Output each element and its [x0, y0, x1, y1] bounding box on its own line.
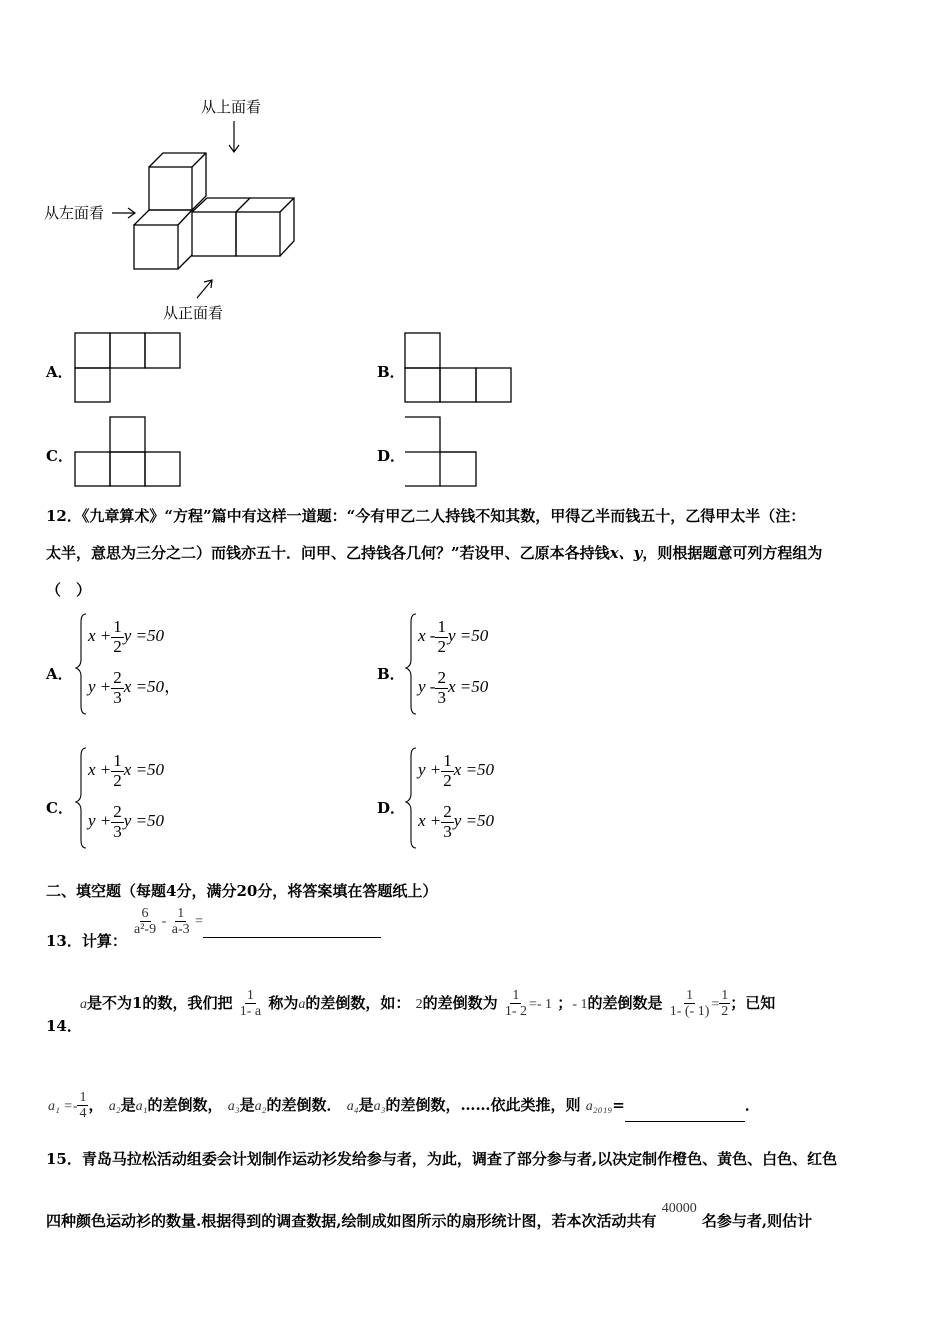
option-a-grid: [75, 333, 180, 402]
q12-d-eq2: x + $\frac{2}{3}$ y =50: [418, 802, 495, 841]
q13-answer-blank[interactable]: [203, 919, 381, 938]
q12-option-a-label: A．: [46, 665, 73, 683]
q12-option-c-label: C．: [46, 799, 73, 817]
q13-expression: $\frac{6}{\text{a²-9}}$ - $\frac{1}{a-3}$ =: [132, 906, 381, 938]
q11-option-b-label: B．: [377, 363, 405, 381]
q12-d-eq1: y + $\frac{1}{2}$ x =50: [418, 751, 495, 790]
mid-cube-front: [192, 212, 236, 256]
q12-a-eq1: x + $\frac{1}{2}$ y =50: [88, 617, 165, 656]
q12-option-d-label: D．: [377, 799, 406, 817]
right-cube-front: [236, 212, 280, 256]
top-cube-front: [149, 167, 192, 210]
q12-c-eq2: y + $\frac{2}{3}$ y =50: [88, 802, 165, 841]
q14-line2: a₁ =- $\frac{1}{4}$ ， a₂是a₁的差倒数， a₃是a₂的差倒数． a₄是a₃的差倒数，……依此类推，则 a₂₀₁₉= ．: [48, 1090, 760, 1122]
option-b-grid: [405, 333, 511, 402]
q15-participants: 40000: [661, 1201, 697, 1216]
label-from-left: 从左面看: [44, 204, 105, 222]
q15-line2: 四种颜色运动衫的数量.根据得到的调查数据,绘制成如图所示的扇形统计图，若本次活动共有 40000 名参与者,则估计: [46, 1201, 813, 1230]
label-from-front: 从正面看: [163, 304, 224, 322]
q12-option-b-label: B．: [377, 665, 405, 683]
section-2-heading: 二、填空题（每题4分，满分20分，将答案填在答题纸上）: [46, 882, 438, 900]
cube-figure: [134, 153, 294, 269]
q12-a-eq2: y + $\frac{2}{3}$ x =50，: [88, 668, 182, 707]
q11-option-a-label: A．: [46, 363, 73, 381]
q14-answer-blank[interactable]: [625, 1105, 745, 1122]
q11-option-d-label: D．: [377, 447, 406, 465]
q12-vars: x、y: [609, 544, 643, 562]
q12-b-eq2: y - $\frac{2}{3}$ x =50: [418, 668, 489, 707]
left-cube-front: [134, 225, 178, 269]
option-c-grid: [75, 417, 180, 486]
q12-line3: （ ）: [46, 581, 92, 599]
q13-label: 13．计算：: [46, 932, 127, 950]
q12-line2: 太半，意思为三分之二）而钱亦五十．问甲、乙持钱各几何？”若设甲、乙原本各持钱x、y，则根据题意可列方程组为: [46, 544, 823, 562]
q12-c-eq1: x + $\frac{1}{2}$ x =50: [88, 751, 165, 790]
arrow-front-icon: [197, 280, 212, 298]
q14-num: 14．: [46, 1017, 82, 1035]
q15-line1: 15．青岛马拉松活动组委会计划制作运动衫发给参与者，为此，调查了部分参与者,以决定制作橙色、黄色、白色、红色: [46, 1150, 838, 1168]
q14-line1: a是不为1的数，我们把 $\frac{1}{1- a}$ 称为a的差倒数，如： 2的差倒数为 $\frac{1}{1- 2}$ =- 1 ；- 1的差倒数是 $\frac{1}{1- (- 1)}$ = $\frac{1}{2}$ ；已知: [80, 988, 776, 1020]
option-d-grid: [405, 417, 476, 486]
q12-b-eq1: x - $\frac{1}{2}$ y =50: [418, 617, 489, 656]
q11-option-c-label: C．: [46, 447, 73, 465]
label-from-top: 从上面看: [201, 98, 262, 116]
q12-line1: 12．《九章算术》“方程”篇中有这样一道题：“今有甲乙二人持钱不知其数，甲得乙半而钱五十，乙得甲太半（注：: [46, 507, 806, 525]
